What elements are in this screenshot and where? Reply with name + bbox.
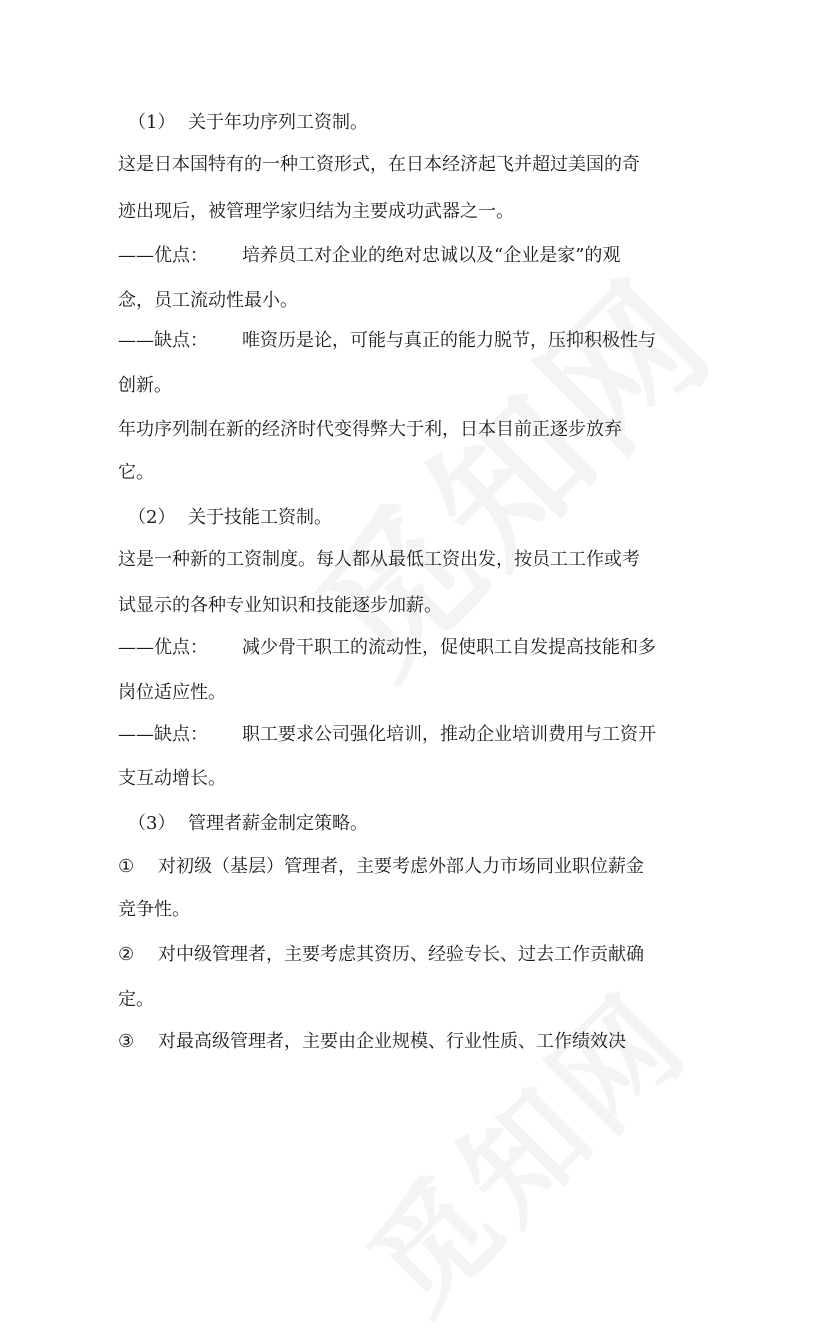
watermark-text-bottom bbox=[325, 949, 718, 1342]
section-2-number: （2） bbox=[128, 507, 176, 528]
list-item-text: 对中级管理者，主要考虑其资历、经验专长、过去工作贡献确 bbox=[158, 944, 644, 965]
paragraph-line: 创新。 bbox=[118, 375, 172, 396]
paragraph-line: 试显示的各种专业知识和技能逐步加薪。 bbox=[118, 595, 442, 616]
section-1-number: （1） bbox=[128, 112, 176, 133]
section-3-title: 管理者薪金制定策略。 bbox=[188, 813, 368, 834]
advantage-text: 培养员工对企业的绝对忠诚以及“企业是家”的观 bbox=[242, 245, 621, 266]
section-1-heading bbox=[128, 113, 368, 133]
disadvantage-line bbox=[118, 725, 656, 745]
disadvantage-text: 唯资历是论，可能与真正的能力脱节，压抑积极性与 bbox=[242, 330, 656, 351]
advantage-text: 减少骨干职工的流动性，促使职工自发提高技能和多 bbox=[242, 637, 656, 658]
advantage-tag: ——优点： bbox=[118, 637, 208, 658]
paragraph-line: 定。 bbox=[118, 989, 154, 1010]
disadvantage-tag: ——缺点： bbox=[118, 724, 208, 745]
list-item-1 bbox=[118, 857, 644, 877]
advantage-line bbox=[118, 246, 620, 266]
paragraph-line: 迹出现后，被管理学家归结为主要成功武器之一。 bbox=[118, 201, 514, 222]
paragraph-line: 年功序列制在新的经济时代变得弊大于利，日本目前正逐步放弃 bbox=[118, 419, 622, 440]
list-item-text: 对初级（基层）管理者，主要考虑外部人力市场同业职位薪金 bbox=[158, 856, 644, 877]
section-3-heading bbox=[128, 814, 368, 834]
section-1-title: 关于年功序列工资制。 bbox=[188, 112, 368, 133]
paragraph-line: 这是一种新的工资制度。每人都从最低工资出发，按员工工作或考 bbox=[118, 549, 640, 570]
circled-number-2: ② bbox=[118, 944, 135, 965]
advantage-tag: ——优点： bbox=[118, 245, 208, 266]
disadvantage-text: 职工要求公司强化培训，推动企业培训费用与工资开 bbox=[242, 724, 656, 745]
paragraph-line: 岗位适应性。 bbox=[118, 682, 226, 703]
list-item-3 bbox=[118, 1032, 626, 1052]
circled-number-3: ③ bbox=[118, 1031, 135, 1052]
paragraph-line: 它。 bbox=[118, 462, 154, 483]
list-item-2 bbox=[118, 945, 644, 965]
disadvantage-tag: ——缺点： bbox=[118, 330, 208, 351]
circled-number-1: ① bbox=[118, 856, 135, 877]
paragraph-line: 念，员工流动性最小。 bbox=[118, 290, 298, 311]
advantage-line bbox=[118, 638, 656, 658]
paragraph-line: 这是日本国特有的一种工资形式，在日本经济起飞并超过美国的奇 bbox=[118, 154, 640, 175]
disadvantage-line bbox=[118, 331, 656, 351]
section-3-number: （3） bbox=[128, 813, 176, 834]
list-item-text: 对最高级管理者，主要由企业规模、行业性质、工作绩效决 bbox=[158, 1031, 626, 1052]
paragraph-line: 竞争性。 bbox=[118, 899, 190, 920]
paragraph-line: 支互动增长。 bbox=[118, 768, 226, 789]
section-2-heading bbox=[128, 508, 332, 528]
section-2-title: 关于技能工资制。 bbox=[188, 507, 332, 528]
